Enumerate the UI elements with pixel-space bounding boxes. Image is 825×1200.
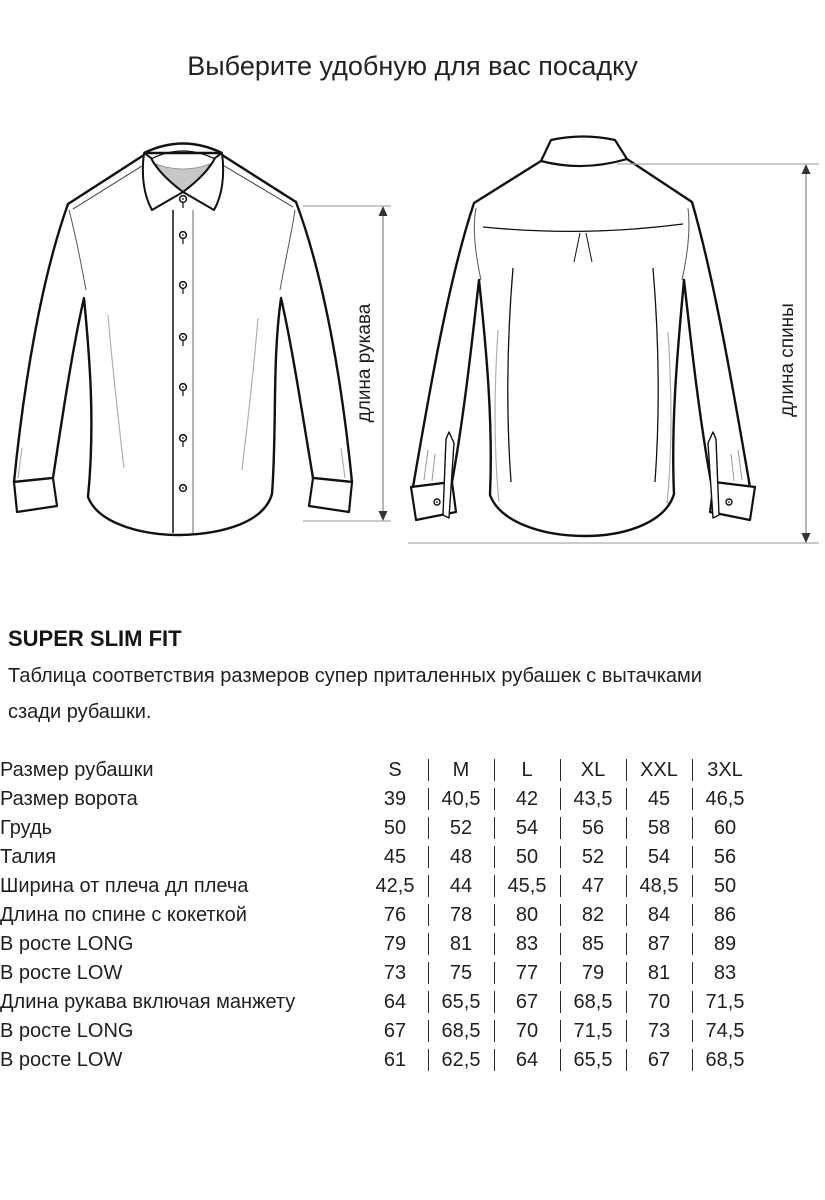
arrow-up-icon xyxy=(802,164,811,174)
table-row xyxy=(0,1046,758,1075)
size-column-header: M xyxy=(428,756,494,785)
size-value-cell: 48 xyxy=(428,843,494,872)
size-value-cell: 45 xyxy=(383,846,407,868)
size-value-cell: 54 xyxy=(626,843,692,872)
size-value-cell: 80 xyxy=(494,901,560,930)
size-value-cell: 65,5 xyxy=(560,1046,626,1075)
size-value-cell: 86 xyxy=(692,901,758,930)
size-value-cell: 73 xyxy=(626,1017,692,1046)
size-value-cell: 84 xyxy=(626,901,692,930)
size-value-cell: 64 xyxy=(383,991,407,1013)
size-value-cell: 68,5 xyxy=(428,1017,494,1046)
size-value-cell: 64 xyxy=(494,1046,560,1075)
page-title: Выберите удобную для вас посадку xyxy=(187,51,638,81)
table-header-row xyxy=(0,756,758,785)
size-value-cell: 77 xyxy=(494,959,560,988)
row-label: Талия xyxy=(0,846,57,868)
front-shirt-drawing xyxy=(14,144,352,536)
size-column-header: 3XL xyxy=(692,756,758,785)
size-value-cell: 67 xyxy=(494,988,560,1017)
row-label: Ширина от плеча дл плеча xyxy=(0,875,249,897)
size-value-cell: 71,5 xyxy=(560,1017,626,1046)
arrow-down-icon xyxy=(802,533,811,543)
size-value-cell: 87 xyxy=(626,930,692,959)
size-value-cell: 83 xyxy=(692,959,758,988)
size-value-cell: 75 xyxy=(428,959,494,988)
arrow-up-icon xyxy=(379,206,388,216)
size-value-cell: 52 xyxy=(560,843,626,872)
size-value-cell: 43,5 xyxy=(560,785,626,814)
size-value-cell: 78 xyxy=(428,901,494,930)
row-label: В росте LONG xyxy=(0,933,134,955)
size-value-cell: 61 xyxy=(383,1049,407,1071)
size-value-cell: 65,5 xyxy=(428,988,494,1017)
size-value-cell: 58 xyxy=(626,814,692,843)
size-value-cell: 50 xyxy=(383,817,407,839)
size-value-cell: 46,5 xyxy=(692,785,758,814)
section-description: Таблица соответствия размеров супер приталенных рубашек с вытачками сзади рубашки. xyxy=(8,665,702,723)
table-row xyxy=(0,1017,758,1046)
size-value-cell: 56 xyxy=(692,843,758,872)
shirts-diagram xyxy=(0,120,825,590)
size-value-cell: 81 xyxy=(428,930,494,959)
row-label: В росте LOW xyxy=(0,1049,123,1071)
size-value-cell: 40,5 xyxy=(428,785,494,814)
size-value-cell: 54 xyxy=(494,814,560,843)
size-column-header: S xyxy=(388,759,402,781)
size-column-header: L xyxy=(494,756,560,785)
size-value-cell: 50 xyxy=(692,872,758,901)
size-value-cell: 42 xyxy=(494,785,560,814)
size-value-cell: 48,5 xyxy=(626,872,692,901)
size-value-cell: 79 xyxy=(383,933,407,955)
row-label: Длина рукава включая манжету xyxy=(0,991,296,1013)
table-row xyxy=(0,814,758,843)
size-value-cell: 89 xyxy=(692,930,758,959)
size-value-cell: 45 xyxy=(626,785,692,814)
size-value-cell: 60 xyxy=(692,814,758,843)
size-value-cell: 79 xyxy=(560,959,626,988)
row-label: Грудь xyxy=(0,817,53,839)
size-value-cell: 50 xyxy=(494,843,560,872)
back-shirt-drawing xyxy=(411,137,755,537)
size-value-cell: 81 xyxy=(626,959,692,988)
section-heading: SUPER SLIM FIT xyxy=(8,626,182,651)
size-value-cell: 68,5 xyxy=(560,988,626,1017)
size-value-cell: 82 xyxy=(560,901,626,930)
table-row xyxy=(0,785,758,814)
size-column-header: XL xyxy=(560,756,626,785)
table-row xyxy=(0,843,758,872)
size-value-cell: 70 xyxy=(626,988,692,1017)
size-value-cell: 42,5 xyxy=(375,875,415,897)
size-value-cell: 62,5 xyxy=(428,1046,494,1075)
row-label: Размер ворота xyxy=(0,788,138,810)
table-row xyxy=(0,872,758,901)
size-value-cell: 74,5 xyxy=(692,1017,758,1046)
size-value-cell: 71,5 xyxy=(692,988,758,1017)
back-length-label: длина спины xyxy=(777,303,798,417)
size-value-cell: 70 xyxy=(494,1017,560,1046)
size-value-cell: 76 xyxy=(383,904,407,926)
size-value-cell: 56 xyxy=(560,814,626,843)
size-value-cell: 68,5 xyxy=(692,1046,758,1075)
row-label: Длина по спине с кокеткой xyxy=(0,904,247,926)
size-value-cell: 85 xyxy=(560,930,626,959)
size-value-cell: 73 xyxy=(383,962,407,984)
table-row xyxy=(0,959,758,988)
size-value-cell: 47 xyxy=(560,872,626,901)
size-value-cell: 83 xyxy=(494,930,560,959)
size-value-cell: 67 xyxy=(383,1020,407,1042)
size-value-cell: 44 xyxy=(428,872,494,901)
size-value-cell: 39 xyxy=(383,788,407,810)
size-value-cell: 45,5 xyxy=(494,872,560,901)
table-row xyxy=(0,988,758,1017)
size-column-header: XXL xyxy=(626,756,692,785)
row-label: Размер рубашки xyxy=(0,759,154,781)
row-label: В росте LONG xyxy=(0,1020,134,1042)
sleeve-length-label: длина рукава xyxy=(354,303,375,423)
table-row xyxy=(0,930,758,959)
row-label: В росте LOW xyxy=(0,962,123,984)
table-row xyxy=(0,901,758,930)
size-value-cell: 67 xyxy=(626,1046,692,1075)
arrow-down-icon xyxy=(379,511,388,521)
size-table xyxy=(0,756,758,1075)
size-value-cell: 52 xyxy=(428,814,494,843)
